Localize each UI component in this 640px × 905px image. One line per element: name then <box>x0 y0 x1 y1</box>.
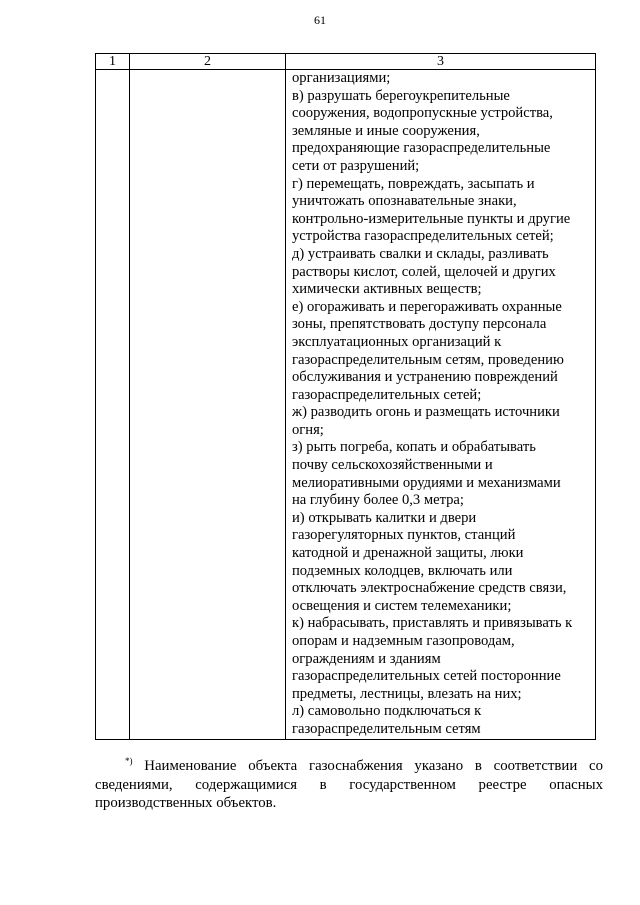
text-line: газораспределительным сетям, проведению <box>292 351 564 368</box>
text-line: газорегуляторных пунктов, станций <box>292 527 516 544</box>
text-line: опорам и надземным газопроводам, <box>292 633 515 649</box>
text-line: сети от разрушений; <box>292 157 420 174</box>
footnote-text: производственных объектов. <box>95 795 277 811</box>
footnote-text: сведениями, содержащимися в государственном реестре опасных <box>95 776 603 793</box>
table-cell-col2 <box>130 70 286 740</box>
table-cell-col3 <box>286 70 596 740</box>
table-header-row <box>96 54 596 70</box>
text-line: д) устраивать свалки и склады, разливать <box>292 245 549 262</box>
footnote <box>95 757 603 813</box>
text-line: огня; <box>292 421 324 438</box>
text-line: в) разрушать берегоукрепительные <box>292 87 510 104</box>
text-line: ж) разводить огонь и размещать источники <box>292 404 560 421</box>
table-header-1: 1 <box>96 54 130 70</box>
text-line: предохраняющие газораспределительные <box>292 140 551 157</box>
document-table <box>95 53 596 740</box>
text-line: устройства газораспределительных сетей; <box>292 228 554 245</box>
table-row <box>96 70 596 740</box>
text-line: газораспределительных сетей посторонние <box>292 668 561 685</box>
text-line: катодной и дренажной защиты, люки <box>292 545 524 562</box>
text-line: отключать электроснабжение средств связи, <box>292 580 567 597</box>
footnote-line <box>95 794 603 813</box>
text-line: ограждениям и зданиям <box>292 650 441 667</box>
footnote-marker: *) <box>125 756 133 767</box>
text-line: уничтожать опознавательные знаки, <box>292 193 517 210</box>
text-line: газораспределительных сетей; <box>292 386 482 403</box>
text-line: зоны, препятствовать доступу персонала <box>292 316 547 333</box>
text-line: предметы, лестницы, влезать на них; <box>292 685 522 702</box>
text-line: л) самовольно подключаться к <box>292 703 482 720</box>
text-line: к) набрасывать, приставлять и привязывать к <box>292 615 573 632</box>
text-line: эксплуатационных организаций к <box>292 333 502 350</box>
text-line: контрольно-измерительные пункты и другие <box>292 210 571 227</box>
text-line: газораспределительным сетям <box>292 720 481 737</box>
text-line: мелиоративными орудиями и механизмами <box>292 474 561 491</box>
table-cell-col1 <box>96 70 130 740</box>
text-line: з) рыть погреба, копать и обрабатывать <box>292 439 536 456</box>
text-line: организациями; <box>292 70 391 86</box>
page-number: 61 <box>314 13 326 27</box>
text-line: на глубину более 0,3 метра; <box>292 492 464 509</box>
table-header-2: 2 <box>130 54 286 70</box>
text-line: обслуживания и устранению повреждений <box>292 369 558 386</box>
text-line: сооружения, водопропускные устройства, <box>292 105 553 122</box>
footnote-line <box>95 757 603 776</box>
footnote-line <box>95 776 603 795</box>
text-line: и) открывать калитки и двери <box>292 509 477 526</box>
table-header-3: 3 <box>286 54 596 70</box>
text-line: растворы кислот, солей, щелочей и других <box>292 263 556 280</box>
text-line: земляные и иные сооружения, <box>292 122 480 139</box>
text-line: химически активных веществ; <box>292 281 482 298</box>
text-line: г) перемещать, повреждать, засыпать и <box>292 175 535 192</box>
text-line: почву сельскохозяйственными и <box>292 457 493 474</box>
footnote-text: Наименование объекта газоснабжения указано в соответствии со <box>144 758 604 774</box>
text-line: подземных колодцев, включать или <box>292 562 513 579</box>
text-line: освещения и систем телемеханики; <box>292 597 512 614</box>
text-line: е) огораживать и перегораживать охранные <box>292 298 562 315</box>
